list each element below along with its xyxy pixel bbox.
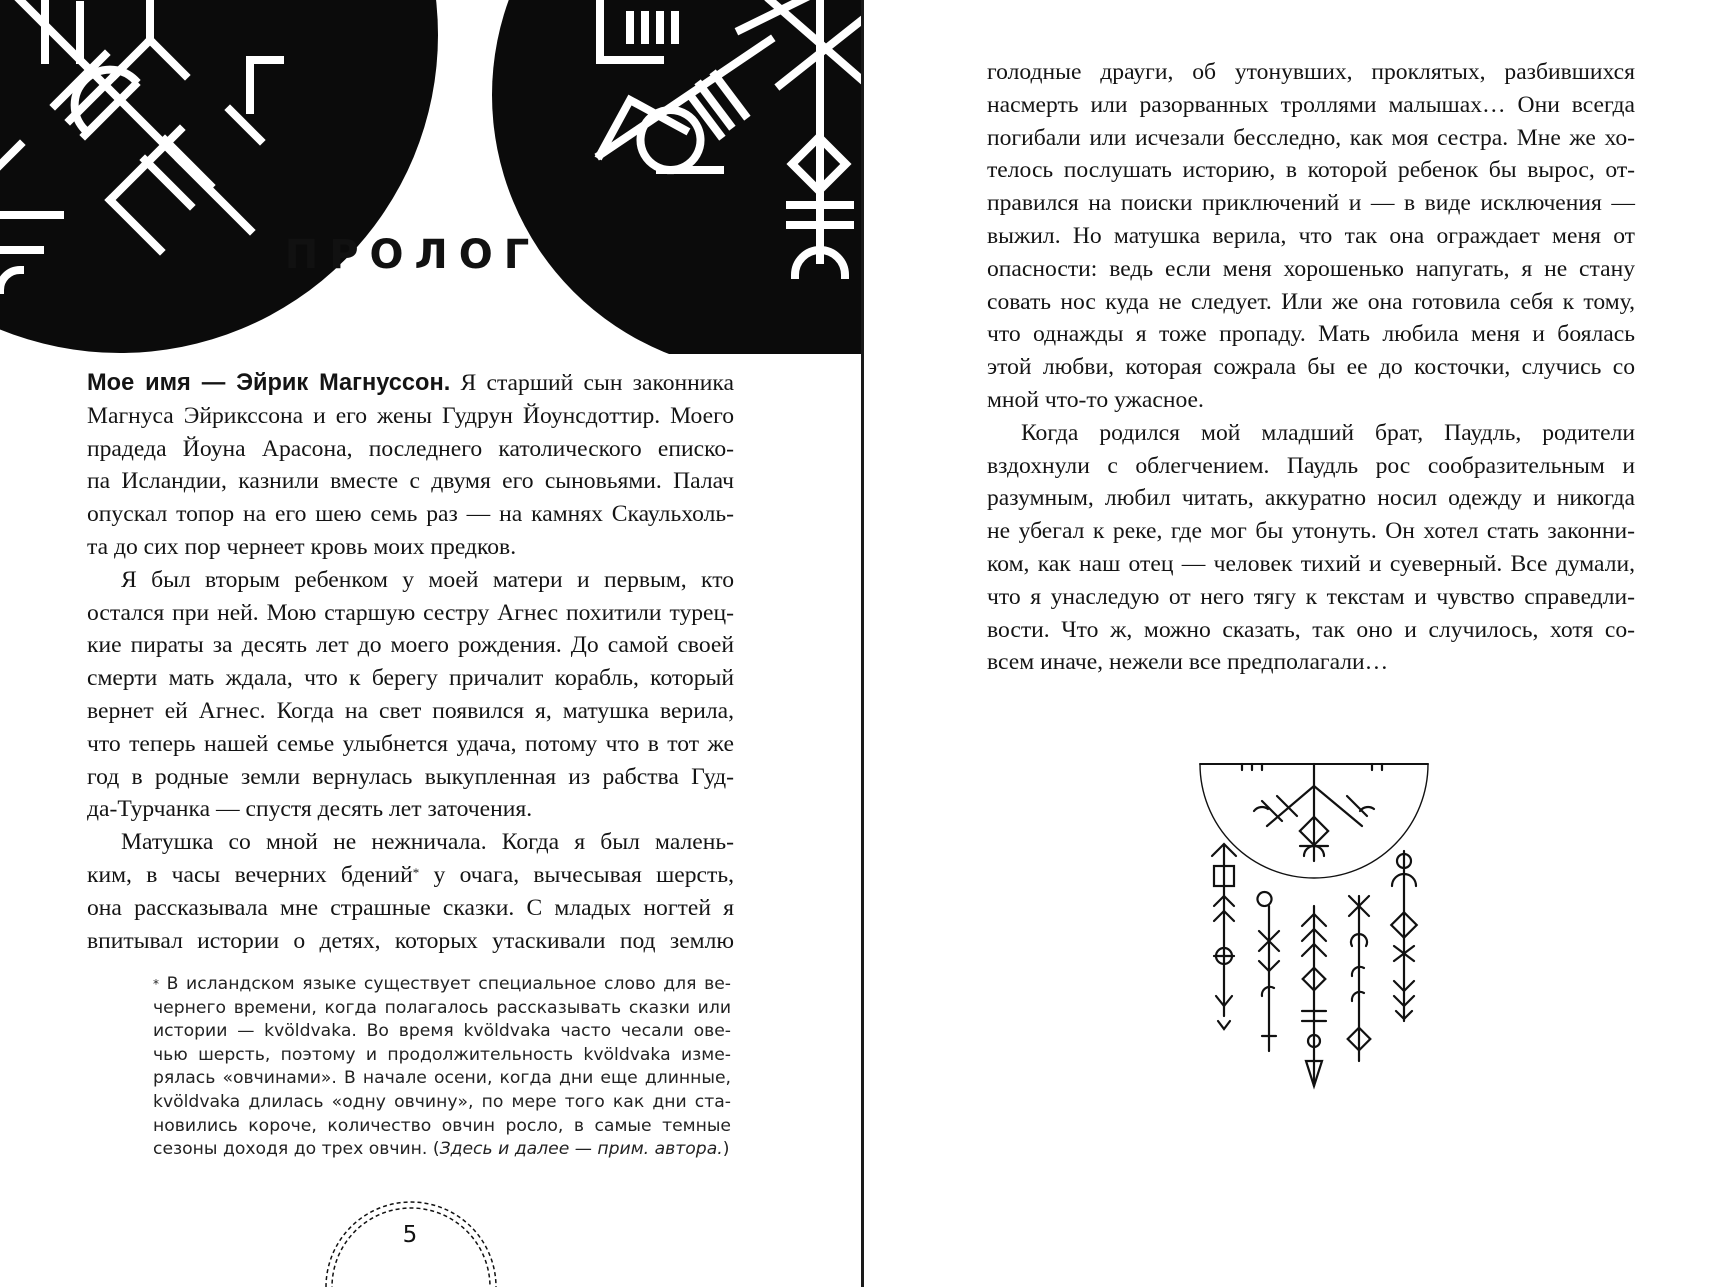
text-line: мной что-то ужасное.: [987, 386, 1204, 413]
rune-strand-icon: [1348, 896, 1371, 1061]
paragraph: [87, 826, 734, 957]
runic-pendant-illustration: [1192, 756, 1436, 1096]
paragraph-continued: [87, 400, 734, 564]
text-segment: сезоны доходя до трех овчин. (: [153, 1139, 440, 1160]
text-segment: Я старший сын законника: [450, 370, 734, 396]
text-line: вернет ей Агнес. Когда на свет появился я, матушка верила,: [87, 697, 734, 724]
text-line: правился на поиски приключений и — в виде исключения —: [987, 190, 1635, 217]
text-line: разумным, любил читать, аккуратно носил одежду и никогда: [987, 485, 1635, 512]
lead-in-name: Мое имя — Эйрик Магнуссон.: [87, 370, 451, 396]
text-line: всем иначе, нежели все предполагали…: [987, 649, 1389, 676]
text-line: вости. Что ж, можно сказать, так оно и случилось, хотя со-: [987, 616, 1635, 643]
text-segment: ): [722, 1139, 730, 1160]
text-line: совать нос куда не следует. Или же она готовила себя к тому,: [987, 288, 1635, 315]
footnote-line: [153, 1138, 731, 1162]
text-line: кие пираты за десять лет до моего рождения. До самой своей: [87, 632, 734, 659]
text-segment: ким, в часы вечерних бдений: [87, 861, 413, 888]
footnote-line: чью шерсть, поэтому и продолжительность kvöldvaka изме-: [153, 1044, 731, 1065]
text-line: не убегал к реке, где мог бы утонуть. Он хотел стать законни-: [987, 518, 1635, 545]
text-line: Когда родился мой младший брат, Паудль, родители: [1021, 419, 1635, 446]
text-line: опасности: ведь если меня хорошенько напугать, я не стану: [987, 255, 1635, 282]
text-line: год в родные земли вернулась выкупленная из рабства Гуд-: [87, 763, 734, 790]
paragraph: [87, 367, 734, 400]
left-rune-circle: [0, 0, 438, 353]
rune-strand-icon: [1302, 906, 1326, 1086]
footnote-line: [153, 973, 731, 997]
text-line: смерти мать ждала, что к берегу причалит корабль, который: [87, 665, 734, 692]
text-line: прадеда Йоуна Арасона, последнего католического еписко-: [87, 435, 734, 462]
paragraph: [987, 417, 1635, 679]
book-spine: [861, 0, 864, 1287]
text-line: выжил. Но матушка верила, что так она ограждает меня от: [987, 222, 1635, 249]
text-line: этой любви, которая сожрала бы ее до косточки, случись со: [987, 354, 1635, 381]
paragraph-continued: [987, 56, 1635, 417]
text-line: [87, 859, 734, 892]
text-line: да-Турчанка — спустя десять лет заточения.: [87, 796, 533, 823]
paragraph: [87, 564, 734, 826]
rune-strand-icon: [1212, 844, 1236, 1029]
text-line: вздохнули с облегчением. Паудль рос сообразительным и: [987, 452, 1635, 479]
text-line: впитывал истории о детях, которых утаскивали под землю: [87, 927, 734, 954]
text-line: погибали или исчезали бесследно, как моя сестра. Мне же хо-: [987, 124, 1635, 151]
text-line: Магнуса Эйрикссона и его жены Гудрун Йоунсдоттир. Моего: [87, 402, 734, 429]
text-line: Матушка со мной не нежничала. Когда я был малень-: [121, 829, 734, 856]
text-line: та до сих пор чернеет кровь моих предков.: [87, 533, 517, 560]
rune-strand-icon: [1258, 892, 1280, 1051]
footnote-line: истории — kvöldvaka. Во время kvöldvaka часто чесали ове-: [153, 1021, 731, 1042]
text-line: голодные драуги, об утонувших, проклятых, разбившихся: [987, 59, 1635, 85]
footnote: [153, 973, 731, 1162]
footnote-line: чернего времени, когда полагалось рассказывать сказки или: [153, 997, 731, 1018]
text-line: она рассказывала мне страшные сказки. С младых ногтей я: [87, 894, 734, 921]
chapter-title: ПРОЛОГ: [284, 232, 541, 278]
text-line: насмерть или разорванных троллями малышах… Они всегда: [987, 91, 1635, 118]
text-line: Я был вторым ребенком у моей матери и первым, кто: [121, 566, 734, 593]
footnote-line: рялась «овчинами». В начале осени, когда дни еще длинные,: [153, 1068, 731, 1089]
text-segment: у очага, вычесывая шерсть,: [419, 861, 734, 888]
runic-header-illustration: [0, 0, 862, 360]
footnote-line: kvöldvaka длилась «одну овчину», по мере того как дни ста-: [153, 1091, 731, 1112]
text-line: что я унаследую от него тягу к текстам и чувство справедли-: [987, 583, 1635, 610]
footnote-line: новились короче, количество овчин росло, в самые темные: [153, 1115, 731, 1136]
text-line: что однажды я тоже пропаду. Мать любила меня и боялась: [987, 321, 1635, 348]
author-note: Здесь и далее — прим. автора.: [439, 1139, 723, 1160]
text-line: ком, как наш отец — человек тихий и суеверный. Все думали,: [987, 550, 1635, 577]
text-line: что теперь нашей семье улыбнется удача, потому что в тот же: [87, 730, 734, 757]
rune-strand-icon: [1391, 851, 1416, 1021]
text-segment: В исландском языке существует специальное слово для ве-: [159, 974, 731, 994]
left-page-body: [87, 367, 734, 957]
footnote-mark: *: [153, 977, 159, 991]
text-line: опускал топор на его шею семь раз — на камнях Скаульхоль-: [87, 501, 734, 528]
text-line: па Исландии, казнили вместе с двумя его сыновьями. Палач: [87, 468, 734, 495]
text-line: телось послушать историю, в которой ребенок бы вырос, от-: [987, 157, 1635, 184]
right-page-body: [987, 56, 1635, 679]
page-number: 5: [402, 1222, 418, 1248]
text-line: [87, 367, 734, 400]
text-line: остался при ней. Мою старшую сестру Агнес похитили турец-: [87, 599, 734, 626]
footnote-reference[interactable]: *: [412, 864, 420, 880]
